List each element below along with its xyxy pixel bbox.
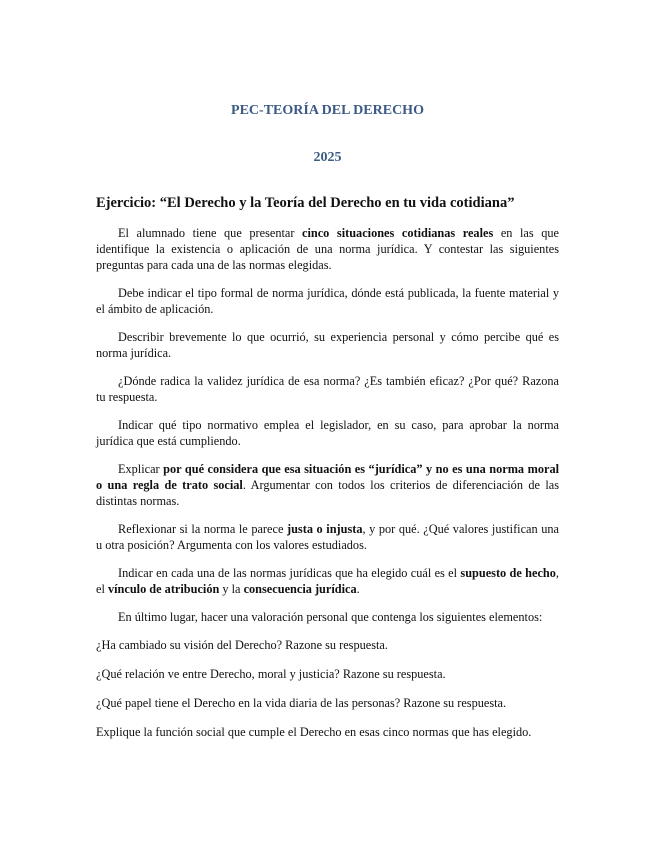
paragraph-6: [96, 461, 559, 509]
bold-text: cinco situaciones cotidianas reales: [302, 226, 494, 240]
text-span: .: [356, 582, 360, 596]
text-span: Explicar: [118, 462, 164, 476]
bold-text: justa o injusta: [287, 522, 363, 536]
exercise-heading: Ejercicio: “El Derecho y la Teoría del Derecho en tu vida cotidiana”: [96, 195, 515, 211]
text-span: , el: [96, 566, 559, 596]
bold-text: por qué considera que esa situación es “jurídica” y no es una norma moral o una regla de trato social: [96, 462, 560, 492]
paragraph-3: Describir brevemente lo que ocurrió, su experiencia personal y cómo percibe qué es norma jurídica.: [96, 330, 559, 360]
paragraph-5: Indicar qué tipo normativo emplea el legislador, en su caso, para aprobar la norma jurídica que está cumpliendo.: [96, 418, 559, 448]
text-span: Indicar en cada una de las normas jurídicas que ha elegido cuál es el: [118, 566, 461, 580]
text-span: y la: [219, 582, 244, 596]
paragraph-1: [96, 225, 559, 273]
text-span: . Argumentar con todos los criterios de diferenciación de las distintas normas.: [96, 478, 559, 508]
document-year: 2025: [313, 150, 342, 165]
paragraph-7: [96, 521, 559, 553]
text-span: en las que identifique la existencia o aplicación de una norma jurídica. Y contestar las siguientes preguntas para cada una de las normas elegidas.: [96, 226, 559, 272]
paragraph-8: [96, 565, 559, 597]
bold-text: vínculo de atribución: [107, 582, 220, 596]
question-2: ¿Qué relación ve entre Derecho, moral y justicia? Razone su respuesta.: [96, 667, 446, 681]
document-title: PEC-TEORÍA DEL DERECHO: [231, 103, 424, 118]
paragraph-9: En último lugar, hacer una valoración personal que contenga los siguientes elementos:: [118, 610, 543, 624]
text-span: , y por qué. ¿Qué valores justifican una u otra posición? Argumenta con los valores estudiados.: [96, 522, 559, 552]
question-1: ¿Ha cambiado su visión del Derecho? Razone su respuesta.: [96, 638, 388, 652]
paragraph-2: Debe indicar el tipo formal de norma jurídica, dónde está publicada, la fuente material y el ámbito de aplicación.: [96, 286, 559, 316]
bold-text: consecuencia jurídica: [243, 582, 357, 596]
paragraph-4: ¿Dónde radica la validez jurídica de esa norma? ¿Es también eficaz? ¿Por qué? Razona tu respuesta.: [96, 374, 559, 404]
question-3: ¿Qué papel tiene el Derecho en la vida diaria de las personas? Razone su respuesta.: [96, 696, 507, 710]
question-4: Explique la función social que cumple el Derecho en esas cinco normas que has elegido.: [96, 725, 532, 739]
document-body: [96, 225, 559, 753]
text-span: El alumnado tiene que presentar: [118, 226, 303, 240]
bold-text: supuesto de hecho: [460, 566, 556, 580]
text-span: Reflexionar si la norma le parece: [118, 522, 287, 536]
